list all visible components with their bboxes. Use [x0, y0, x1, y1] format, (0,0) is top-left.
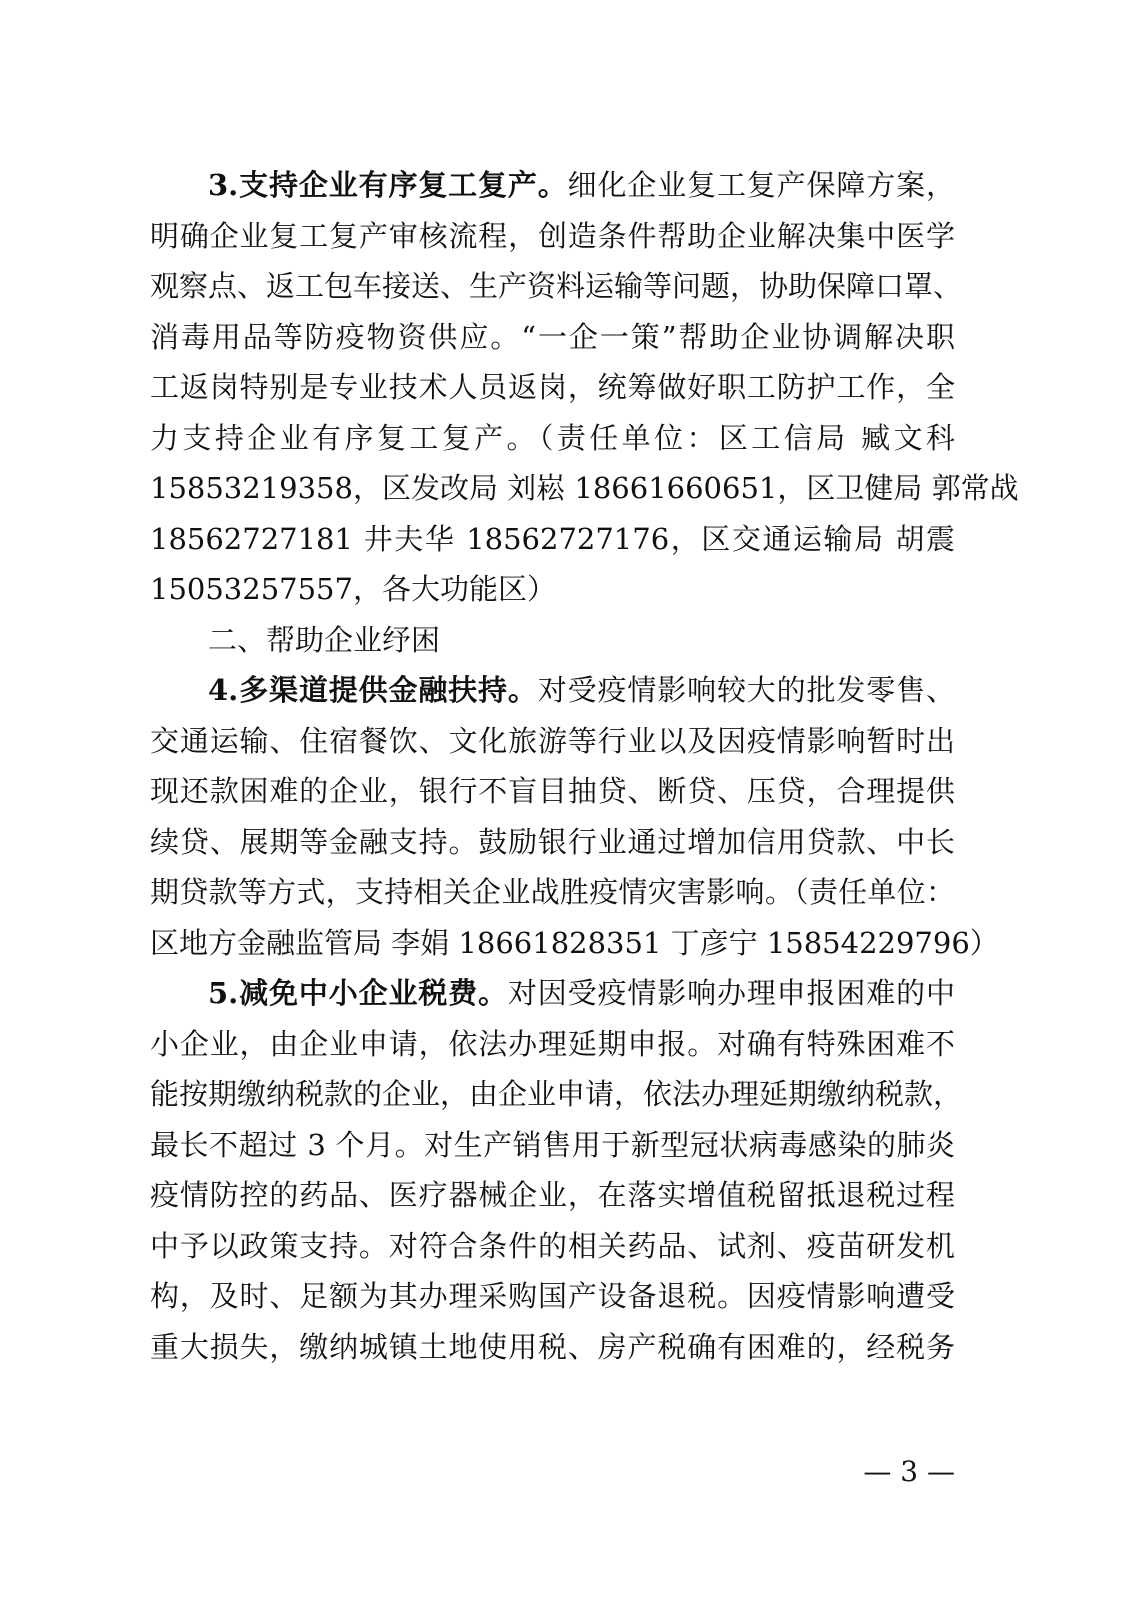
- item5-title: 5.减免中小企业税费。: [208, 976, 508, 1010]
- item5-line-2: 能按期缴纳税款的企业，由企业申请，依法办理延期缴纳税款，: [150, 1077, 963, 1111]
- item4-line-2: 现还款困难的企业，银行不盲目抽贷、断贷、压贷，合理提供: [150, 774, 955, 808]
- section-heading: 二、帮助企业纾困: [208, 622, 441, 657]
- item3-line-2: 观察点、返工包车接送、生产资料运输等问题，协助保障口罩、: [150, 269, 963, 303]
- item3-line-4: 工返岗特别是专业技术人员返岗，统筹做好职工防护工作，全: [150, 370, 955, 404]
- item4-line-5: 区地方金融监管局 李娟 18661828351 丁彦宁 15854229796）: [150, 925, 999, 960]
- document-page: [150, 160, 1019, 1372]
- item4-line-3: 续贷、展期等金融支持。鼓励银行业通过增加信用贷款、中长: [150, 824, 955, 859]
- item4-line-4: 期贷款等方式，支持相关企业战胜疫情灾害影响。（责任单位：: [150, 875, 955, 909]
- item3-line-6: 15853219358，区发改局 刘崧 18661660651，区卫健局 郭常战: [150, 471, 1019, 505]
- item5-line-7: 重大损失，缴纳城镇土地使用税、房产税确有困难的，经税务: [150, 1329, 955, 1364]
- item5-line-5: 中予以政策支持。对符合条件的相关药品、试剂、疫苗研发机: [150, 1228, 955, 1263]
- item3-title: 3.支持企业有序复工复产。: [208, 168, 568, 202]
- item5-line-1: 小企业，由企业申请，依法办理延期申报。对确有特殊困难不: [150, 1026, 955, 1061]
- item3-line-7: 18562727181 井夫华 18562727176，区交通运输局 胡震: [150, 521, 955, 556]
- item3-line-0: 细化企业复工复产保障方案，: [567, 168, 955, 202]
- item5-line-0: 对因受疫情影响办理申报困难的中: [507, 976, 955, 1010]
- item4-title: 4.多渠道提供金融扶持。: [208, 673, 538, 707]
- item4-line-1: 交通运输、住宿餐饮、文化旅游等行业以及因疫情影响暂时出: [150, 723, 955, 758]
- item5-first-line: [150, 968, 955, 1019]
- item3-line-8: 15053257557，各大功能区）: [150, 572, 556, 606]
- item3-line-3: 消毒用品等防疫物资供应。“一企一策”帮助企业协调解决职: [150, 319, 955, 354]
- item3-line-5: 力支持企业有序复工复产。（责任单位：区工信局 臧文科: [150, 420, 955, 455]
- page-number: — 3 —: [863, 1455, 955, 1488]
- item3-first-line: [150, 160, 955, 211]
- item5-line-4: 疫情防控的药品、医疗器械企业，在落实增值税留抵退税过程: [150, 1178, 955, 1212]
- item5-line-6: 构，及时、足额为其办理采购国产设备退税。因疫情影响遭受: [150, 1279, 955, 1313]
- item5-line-3: 最长不超过 3 个月。对生产销售用于新型冠状病毒感染的肺炎: [150, 1127, 955, 1162]
- item4-line-0: 对受疫情影响较大的批发零售、: [537, 673, 955, 707]
- item4-first-line: [150, 665, 955, 716]
- item3-line-1: 明确企业复工复产审核流程，创造条件帮助企业解决集中医学: [150, 218, 955, 253]
